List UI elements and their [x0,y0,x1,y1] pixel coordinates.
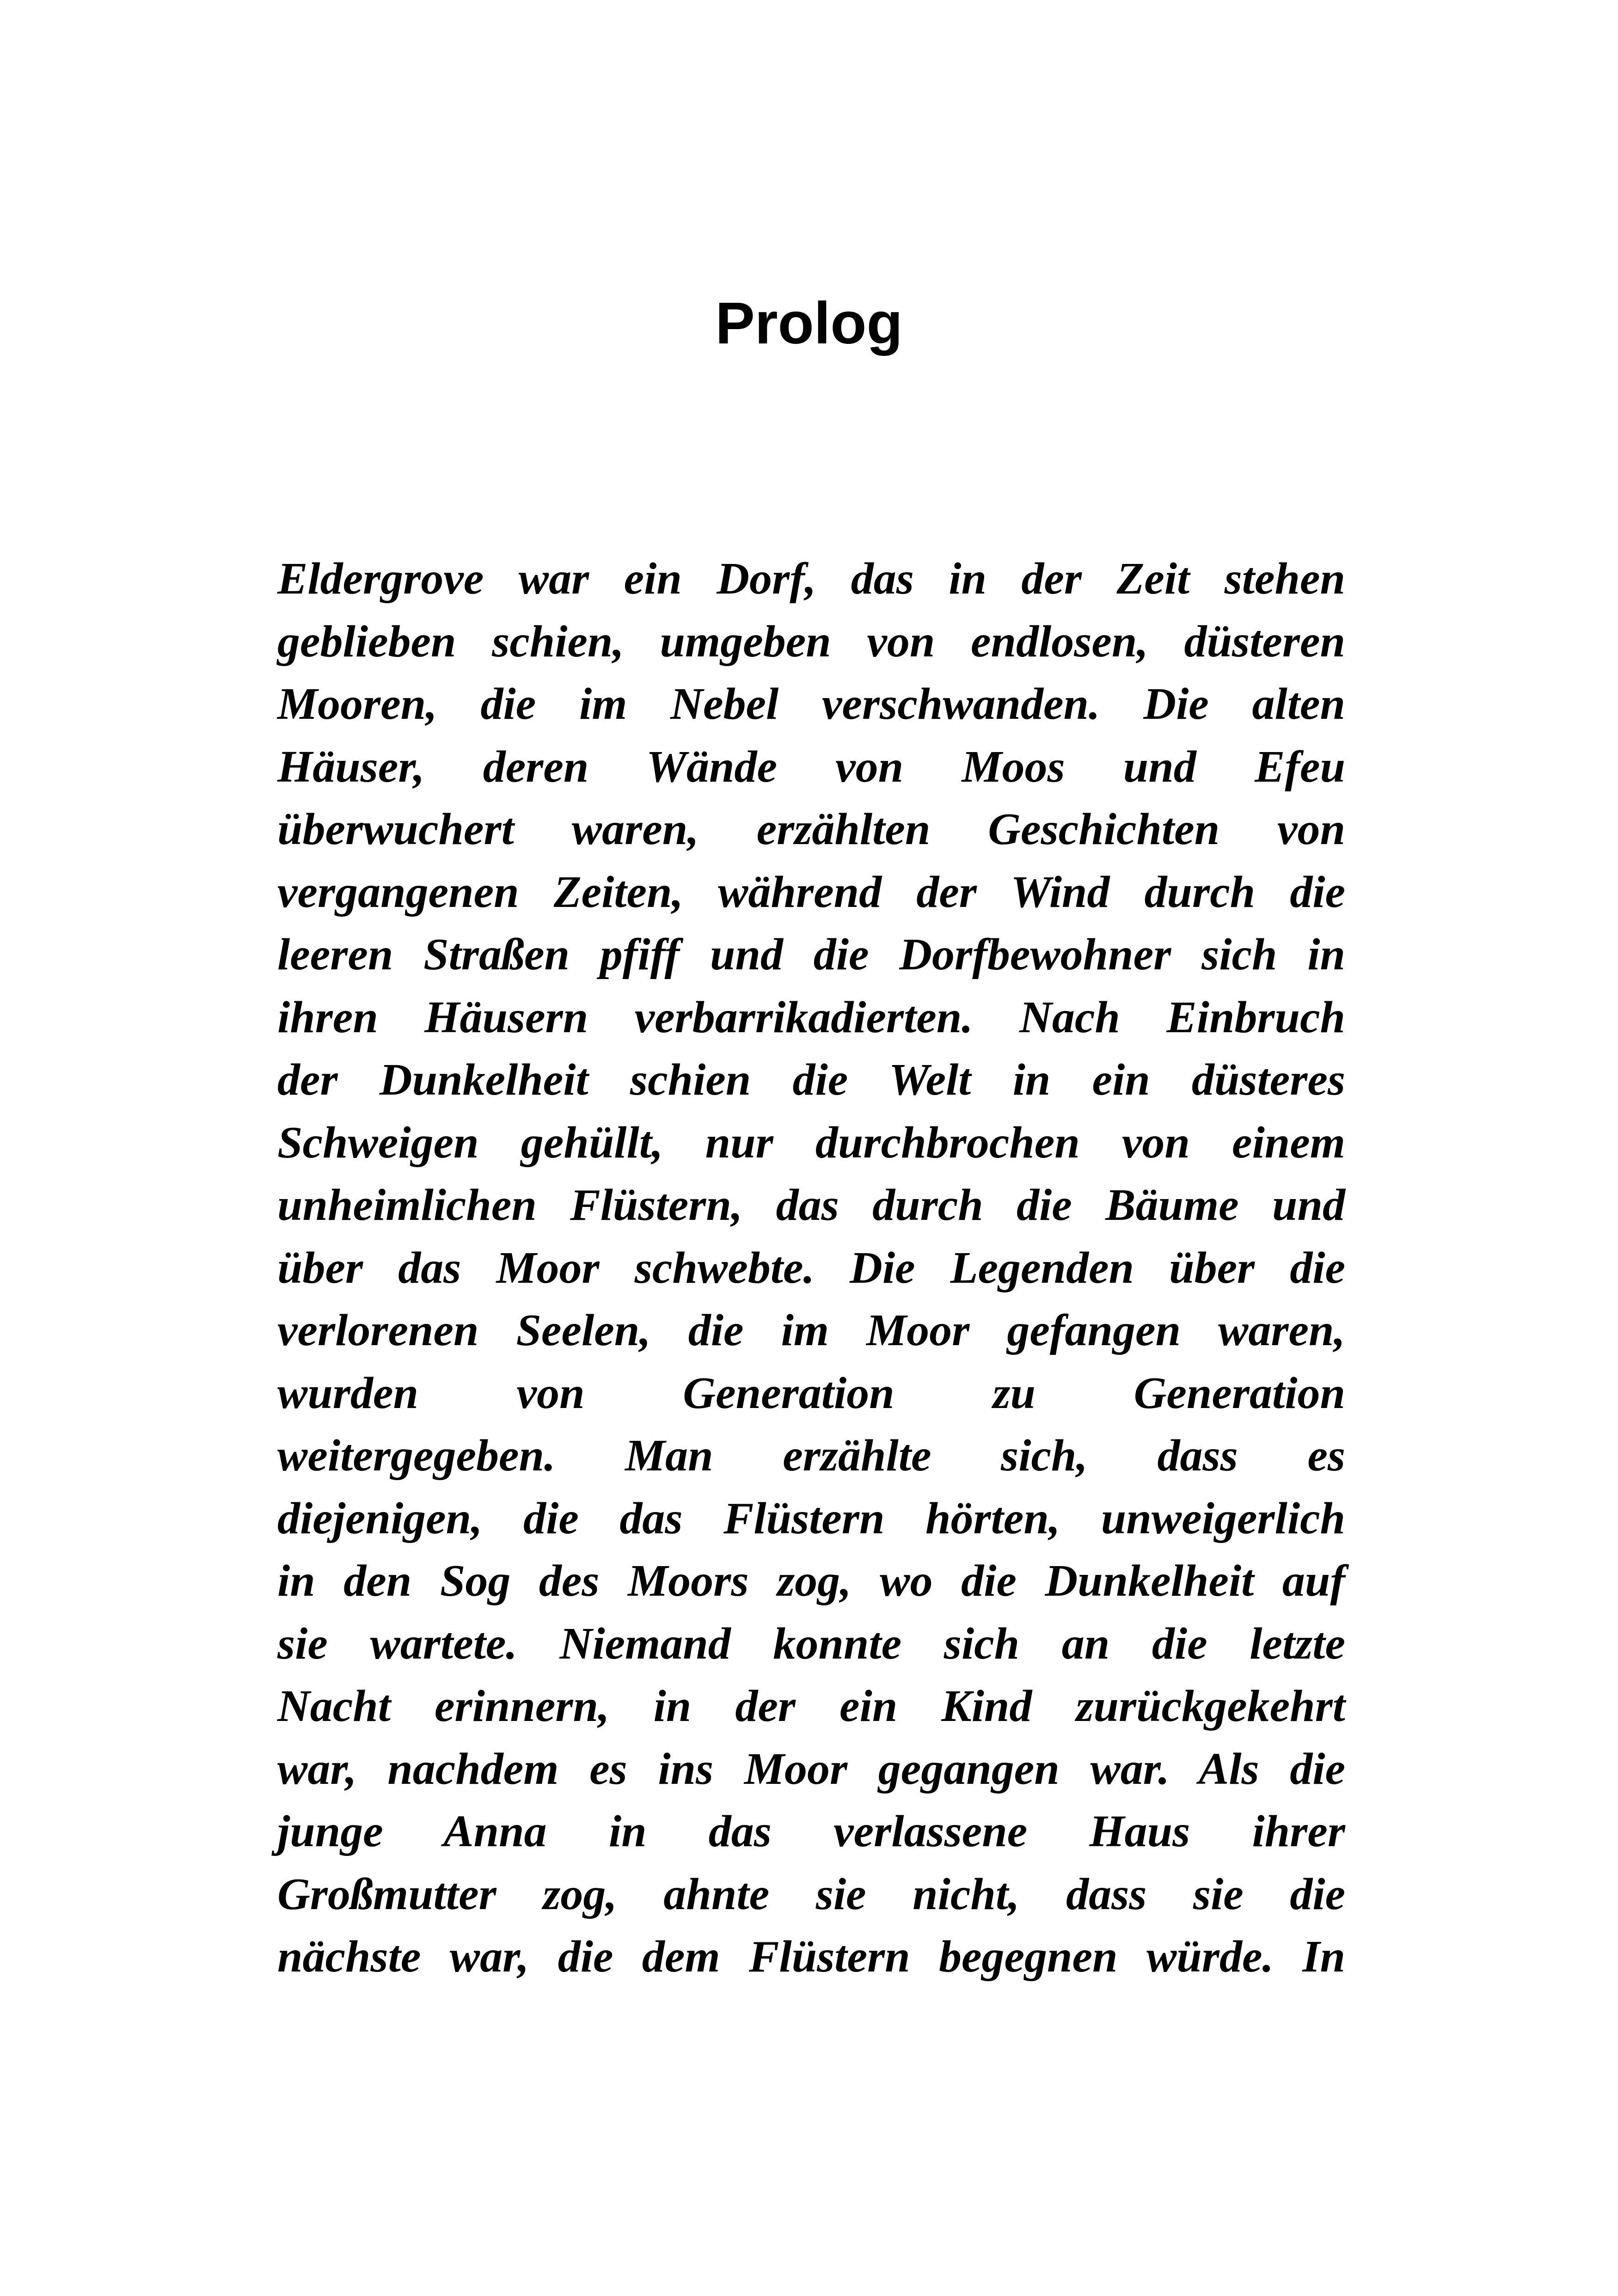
text-line: überwuchert waren, erzählten Geschichten von [277,804,1345,854]
text-line: weitergegeben. Man erzählte sich, dass es [277,1431,1345,1481]
text-line: in den Sog des Moors zog, wo die Dunkelheit auf [277,1556,1345,1606]
text-line: geblieben schien, umgeben von endlosen, düsteren [277,616,1345,667]
text-line: wurden von Generation zu Generation [277,1368,1345,1418]
text-line: der Dunkelheit schien die Welt in ein düsteres [277,1055,1345,1105]
page-title: Prolog [715,290,903,356]
text-line: sie wartete. Niemand konnte sich an die letzte [277,1618,1345,1669]
text-line: ihren Häusern verbarrikadierten. Nach Einbruch [277,992,1345,1042]
text-line: unheimlichen Flüstern, das durch die Bäume und [277,1180,1345,1230]
text-line: nächste war, die dem Flüstern begegnen würde. In [277,1932,1345,1982]
text-line: war, nachdem es ins Moor gegangen war. Als die [277,1744,1345,1794]
text-line: diejenigen, die das Flüstern hörten, unweigerlich [277,1493,1345,1543]
prologue-body [277,548,1345,1989]
text-line: Großmutter zog, ahnte sie nicht, dass sie die [277,1869,1345,1919]
text-line: Schweigen gehüllt, nur durchbrochen von einem [277,1117,1345,1168]
text-line: leeren Straßen pfiff und die Dorfbewohner sich in [277,930,1345,980]
text-line: vergangenen Zeiten, während der Wind durch die [277,867,1345,917]
text-line: junge Anna in das verlassene Haus ihrer [277,1806,1345,1856]
text-line: Häuser, deren Wände von Moos und Efeu [277,741,1345,792]
text-line: Nacht erinnern, in der ein Kind zurückgekehrt [277,1681,1345,1731]
text-line: über das Moor schwebte. Die Legenden über die [277,1243,1345,1293]
text-line: Mooren, die im Nebel verschwanden. Die alten [277,679,1345,729]
text-line: verlorenen Seelen, die im Moor gefangen waren, [277,1305,1345,1355]
text-line: Eldergrove war ein Dorf, das in der Zeit stehen [277,554,1345,604]
